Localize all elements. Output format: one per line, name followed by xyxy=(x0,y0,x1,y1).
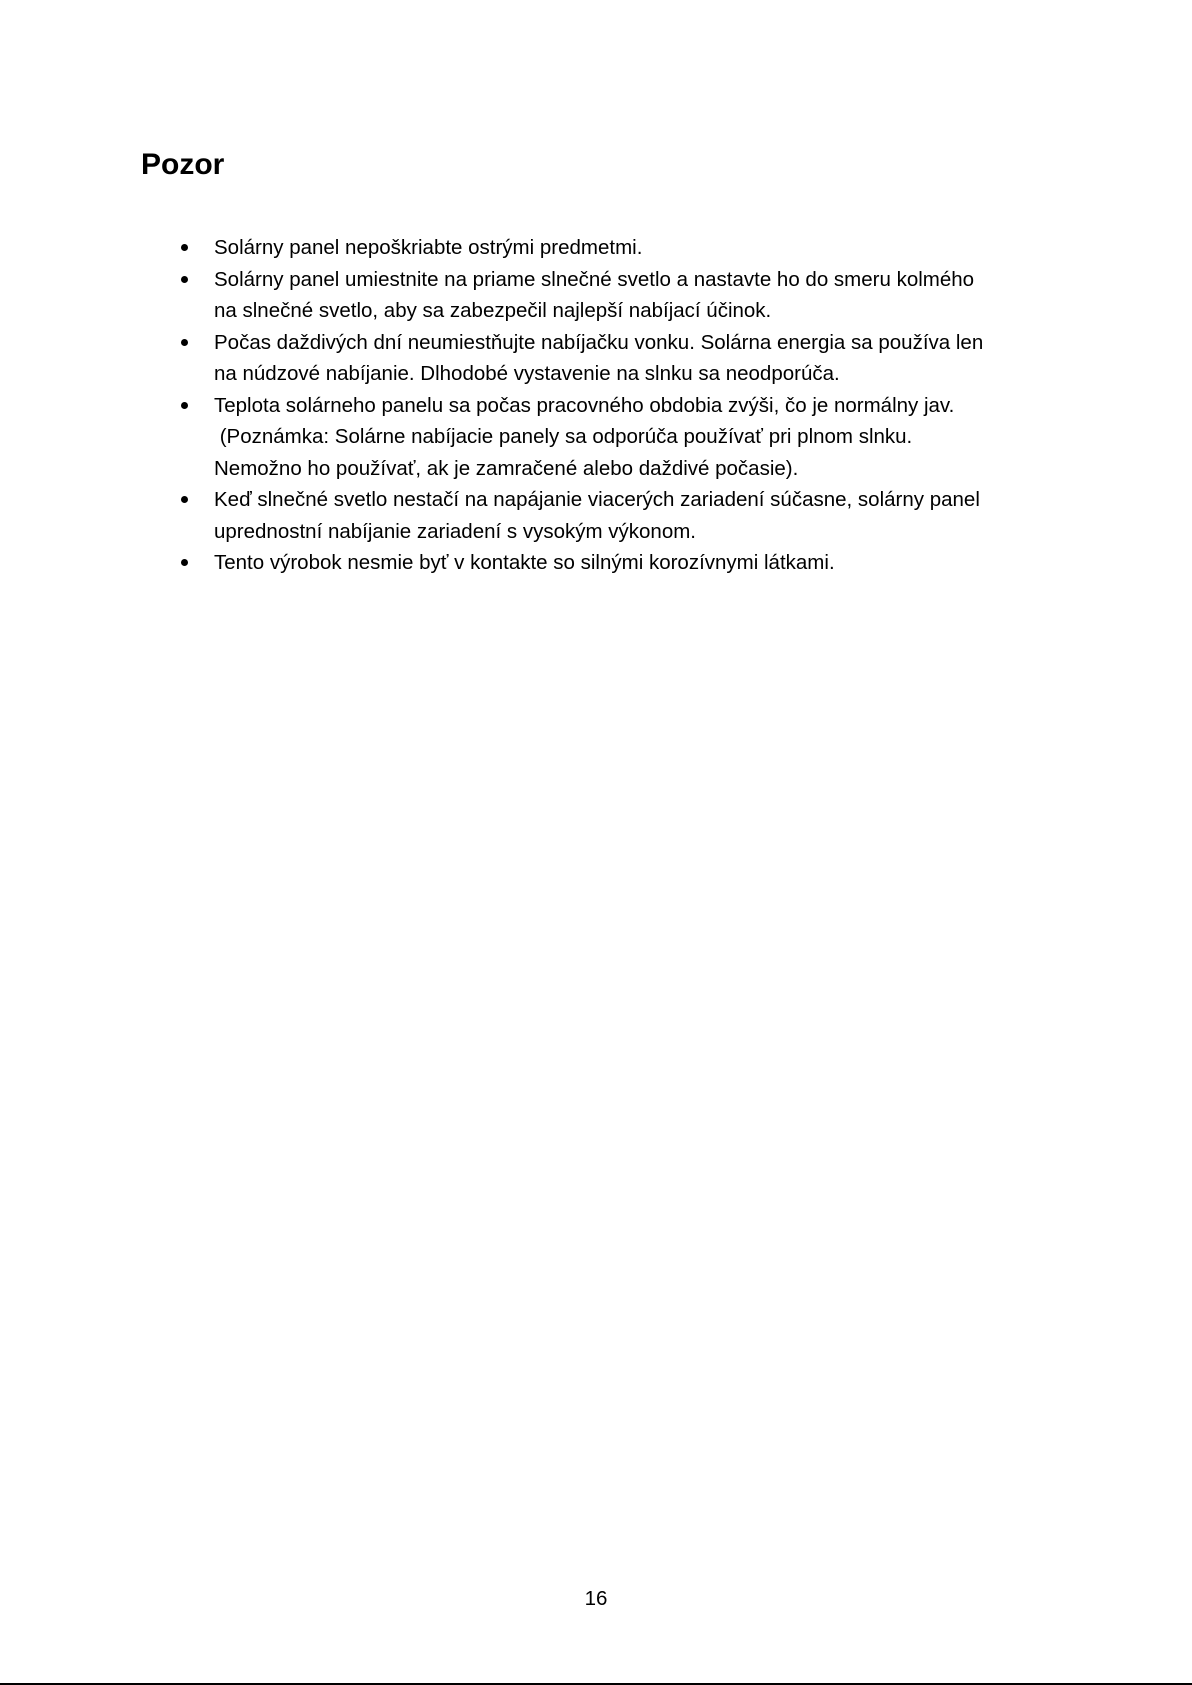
bullet-icon xyxy=(181,276,188,283)
bullet-icon xyxy=(181,244,188,251)
list-item xyxy=(178,390,1058,485)
list-item-text: Solárny panel umiestnite na priame slnečné svetlo a nastavte ho do smeru kolmého xyxy=(214,267,975,291)
list-item-text: (Poznámka: Solárne nabíjacie panely sa odporúča používať pri plnom slnku. xyxy=(214,425,913,448)
list-item-text: Solárny panel nepoškriabte ostrými predmetmi. xyxy=(214,236,643,259)
list-item xyxy=(178,547,1058,579)
list-item-text: Tento výrobok nesmie byť v kontakte so silnými korozívnymi látkami. xyxy=(214,551,835,574)
list-item-text: uprednostní nabíjanie zariadení s vysokým výkonom. xyxy=(214,519,697,543)
page-heading: Pozor xyxy=(141,148,225,181)
bullet-icon xyxy=(181,402,188,409)
list-item-text: Teplota solárneho panelu sa počas pracovného obdobia zvýši, čo je normálny jav. xyxy=(214,393,955,417)
list-item-text: na slnečné svetlo, aby sa zabezpečil najlepší nabíjací účinok. xyxy=(214,299,772,322)
list-item xyxy=(178,264,1058,327)
list-item-text: Keď slnečné svetlo nestačí na napájanie viacerých zariadení súčasne, solárny panel xyxy=(214,488,980,511)
list-item xyxy=(178,327,1058,390)
bullet-icon xyxy=(181,559,188,566)
list-item-text: Počas daždivých dní neumiestňujte nabíjačku vonku. Solárna energia sa používa len xyxy=(214,330,984,354)
list-item xyxy=(178,232,1058,264)
bullet-icon xyxy=(181,339,188,346)
list-item xyxy=(178,484,1058,547)
page-number: 16 xyxy=(584,1587,608,1610)
bullet-icon xyxy=(181,496,188,503)
list-item-text: na núdzové nabíjanie. Dlhodobé vystavenie na slnku sa neodporúča. xyxy=(214,362,840,385)
caution-list xyxy=(178,232,1058,579)
list-item-text: Nemožno ho používať, ak je zamračené alebo daždivé počasie). xyxy=(214,456,799,480)
